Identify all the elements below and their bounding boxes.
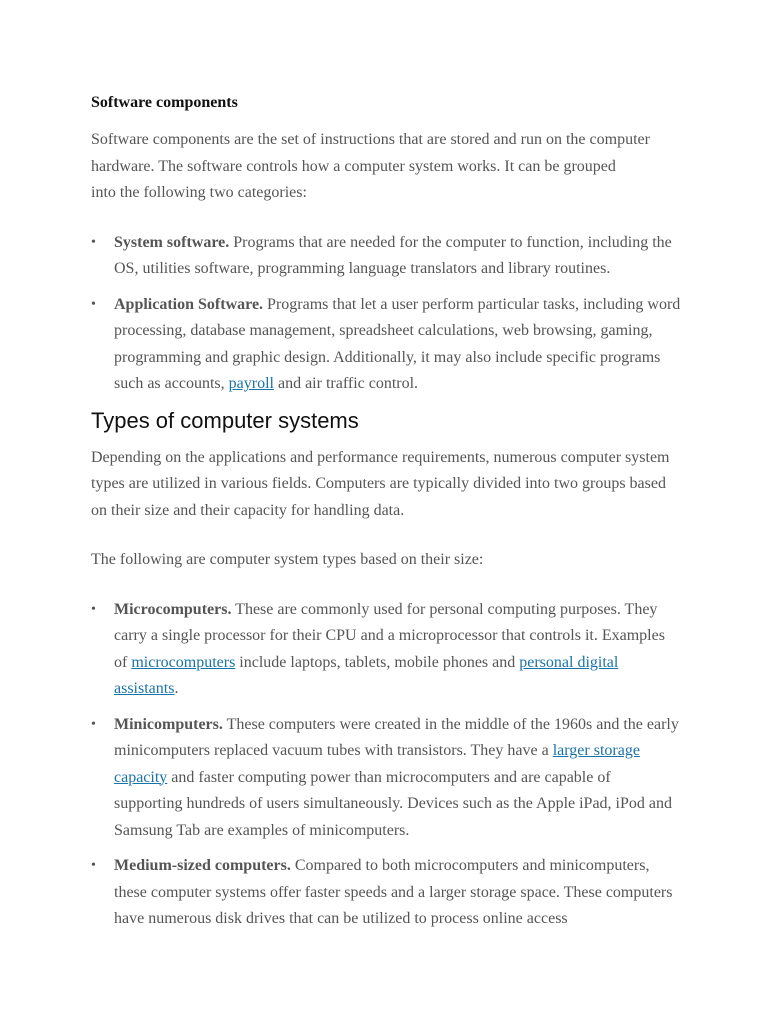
term-application-software: Application Software.	[114, 295, 264, 313]
list-item-medium-sized-computers	[91, 853, 681, 933]
term-medium-sized-computers: Medium-sized computers.	[114, 857, 291, 874]
description-minicomputers: These computers were created in the middle of the 1960s and the early minicomputers replaced vacuum tubes with transistors. They have a	[114, 715, 679, 759]
bullet-icon: •	[91, 858, 96, 873]
payroll-link[interactable]: payroll	[228, 375, 274, 392]
types-intro-paragraph: Depending on the applications and performance requirements, numerous computer system types are utilized in various fields. Computers are typically divided into two groups based on their size and their capacity for handling data.	[91, 448, 670, 519]
description-application-software-end: and air traffic control.	[273, 375, 419, 392]
software-categories-list	[91, 230, 681, 398]
bullet-icon: •	[91, 234, 96, 250]
personal-digital-assistants-link[interactable]: personal digital assistants	[114, 653, 619, 697]
software-components-heading: Software components	[91, 94, 238, 111]
term-minicomputers: Minicomputers.	[114, 715, 223, 733]
description-system-software: Programs that are needed for the computer to function, including the OS, utilities software, programming language translators and library routines.	[114, 233, 672, 277]
description-microcomputers-mid: include laptops, tablets, mobile phones and	[235, 653, 520, 671]
larger-storage-capacity-link[interactable]: larger storage capacity	[114, 742, 640, 786]
types-of-computer-systems-heading: Types of computer systems	[91, 407, 359, 433]
software-intro-paragraph	[91, 127, 651, 207]
term-microcomputers: Microcomputers.	[114, 600, 232, 618]
term-system-software: System software.	[114, 233, 230, 251]
size-intro-paragraph: The following are computer system types based on their size:	[91, 551, 484, 568]
description-microcomputers-end: .	[174, 680, 179, 697]
list-item-system-software	[91, 230, 681, 283]
bullet-icon: •	[91, 296, 96, 312]
article-content	[91, 92, 681, 942]
description-microcomputers: These are commonly used for personal computing purposes. They carry a single processor for their CPU and a microprocessor that controls it. Examples of	[114, 600, 665, 671]
microcomputers-link[interactable]: microcomputers	[131, 653, 236, 671]
software-intro-line-2: hardware. The software controls how a computer system works. It can be grouped	[91, 157, 616, 175]
bullet-icon: •	[91, 601, 96, 617]
bullet-icon: •	[91, 716, 96, 732]
description-minicomputers-end: and faster computing power than microcomputers and are capable of supporting hundreds of users simultaneously. Devices such as the Apple iPad, iPod and Samsung Tab are examples of minicomputers.	[114, 768, 672, 839]
list-item-minicomputers	[91, 712, 681, 845]
software-intro-line-1: Software components are the set of instructions that are stored and run on the computer	[91, 131, 650, 148]
list-item-microcomputers	[91, 597, 681, 703]
software-intro-line-3: into the following two categories:	[91, 184, 307, 201]
list-item-application-software	[91, 292, 681, 398]
computer-types-list	[91, 597, 681, 933]
description-medium-sized-computers: Compared to both microcomputers and minicomputers, these computer systems offer faster speeds and a larger storage space. These computers have numerous disk drives that can be utilized to process online access	[114, 857, 673, 927]
description-application-software: Programs that let a user perform particular tasks, including word processing, database management, spreadsheet calculations, web browsing, gaming, programming and graphic design. Additionally, it may also include specific programs such as accounts,	[114, 295, 681, 392]
